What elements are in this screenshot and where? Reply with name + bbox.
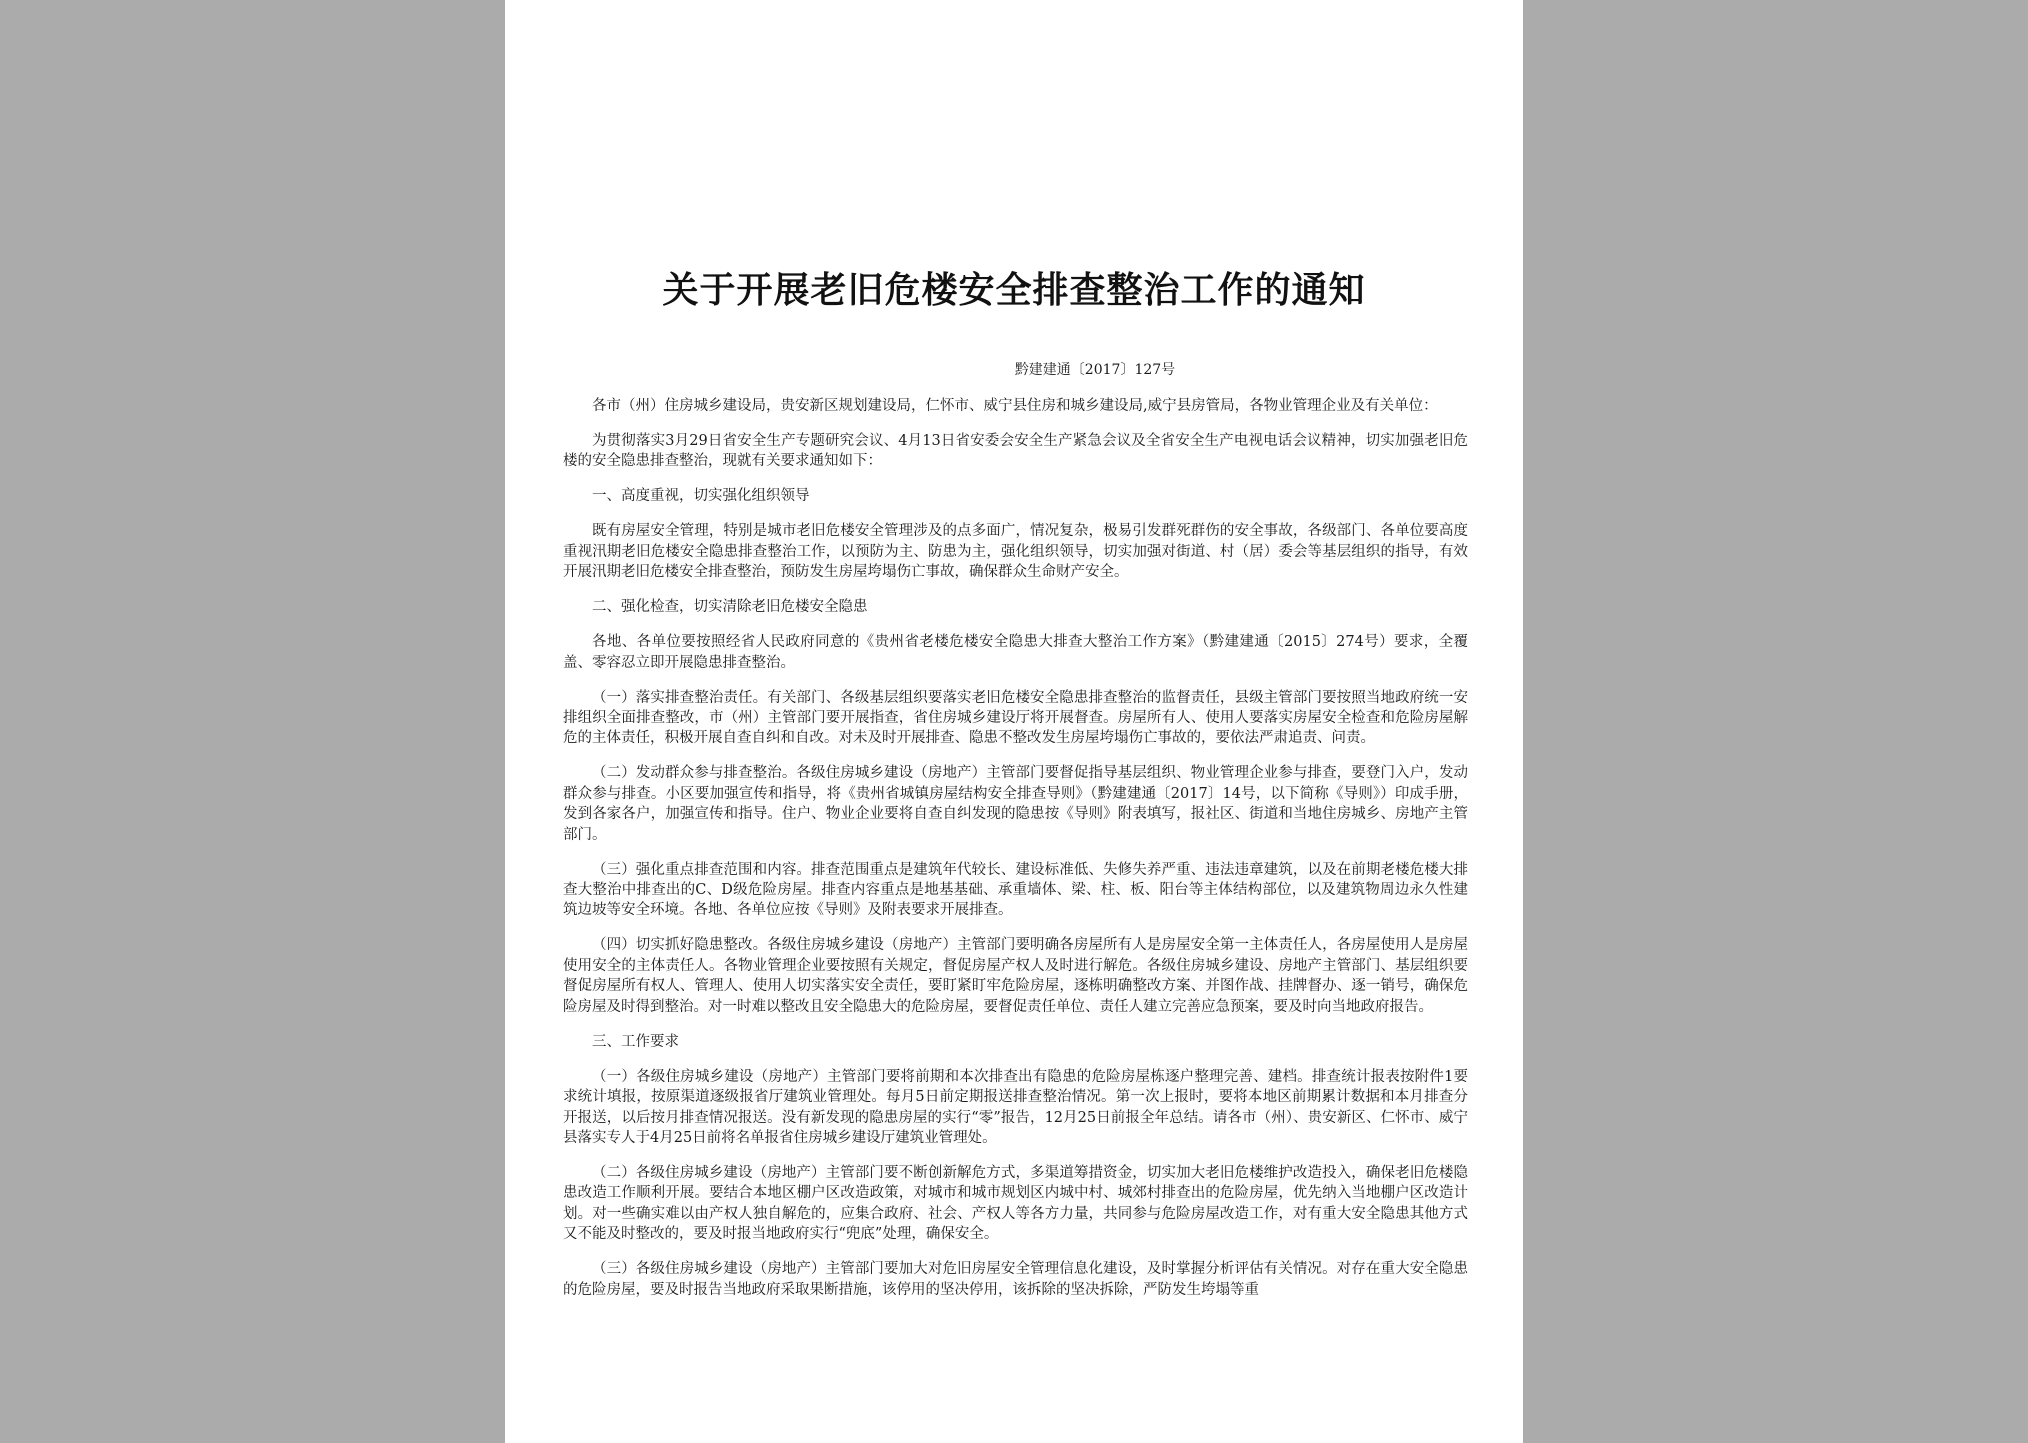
body-paragraph: （二）发动群众参与排查整治。各级住房城乡建设（房地产）主管部门要督促指导基层组织、物业管理企业参与排查，要登门入户，发动群众参与排查。小区要加强宣传和指导，将《贵州省城镇房屋结构安全排查导则》（黔建建通〔2017〕14号，以下简称《导则》）印成手册，发到各家各户，加强宣传和指导。住户、物业企业要将自查自纠发现的隐患按《导则》附表填写，报社区、街道和当地住房城乡、房地产主管部门。 [563,765,1468,843]
body-paragraph: （三）强化重点排查范围和内容。排查范围重点是建筑年代较长、建设标准低、失修失养严重、违法违章建筑，以及在前期老楼危楼大排查大整治中排查出的C、D级危险房屋。排查内容重点是地基基础、承重墙体、梁、柱、板、阳台等主体结构部位，以及建筑物周边永久性建筑边坡等安全环境。各地、各单位应按《导则》及附表要求开展排查。 [563,861,1468,919]
section-heading: 二、强化检查，切实清除老旧危楼安全隐患 [592,599,868,616]
document-title: 关于开展老旧危楼安全排查整治工作的通知 [662,269,1366,311]
section-heading: 一、高度重视，切实强化组织领导 [592,488,810,505]
body-paragraph: （一）落实排查整治责任。有关部门、各级基层组织要落实老旧危楼安全隐患排查整治的监督责任，县级主管部门要按照当地政府统一安排组织全面排查整改，市（州）主管部门要开展指查，省住房城乡建设厅将开展督查。房屋所有人、使用人要落实房屋安全检查和危险房屋解危的主体责任，积极开展自查自纠和自改。对未及时开展排查、隐患不整改发生房屋垮塌伤亡事故的，要依法严肃追责、问责。 [563,689,1468,747]
document-number: 黔建建通〔2017〕127号 [1014,362,1176,378]
body-paragraph: （三）各级住房城乡建设（房地产）主管部门要加大对危旧房屋安全管理信息化建设，及时掌握分析评估有关情况。对存在重大安全隐患的危险房屋，要及时报告当地政府采取果断措施，该停用的坚决停用，该拆除的坚决拆除，严防发生垮塌等重 [563,1261,1468,1298]
body-paragraph: 既有房屋安全管理，特别是城市老旧危楼安全管理涉及的点多面广，情况复杂，极易引发群死群伤的安全事故，各级部门、各单位要高度重视汛期老旧危楼安全隐患排查整治工作，以预防为主、防患为主，强化组织领导，切实加强对街道、村（居）委会等基层组织的指导，有效开展汛期老旧危楼安全排查整治，预防发生房屋垮塌伤亡事故，确保群众生命财产安全。 [563,523,1468,581]
body-paragraph: （一）各级住房城乡建设（房地产）主管部门要将前期和本次排查出有隐患的危险房屋栋逐户整理完善、建档。排查统计报表按附件1要求统计填报，按原渠道逐级报省厅建筑业管理处。每月5日前定期报送排查整治情况。第一次上报时，要将本地区前期累计数据和本月排查分开报送，以后按月排查情况报送。没有新发现的隐患房屋的实行“零”报告，12月25日前报全年总结。请各市（州）、贵安新区、仁怀市、威宁县落实专人于4月25日前将名单报省住房城乡建设厅建筑业管理处。 [563,1068,1468,1146]
body-paragraph: 各地、各单位要按照经省人民政府同意的《贵州省老楼危楼安全隐患大排查大整治工作方案》（黔建建通〔2015〕274号）要求，全覆盖、零容忍立即开展隐患排查整治。 [563,634,1468,671]
document-page [505,0,1523,1443]
body-paragraph: 为贯彻落实3月29日省安全生产专题研究会议、4月13日省安委会安全生产紧急会议及全省安全生产电视电话会议精神，切实加强老旧危楼的安全隐患排查整治，现就有关要求通知如下： [563,433,1468,470]
document-body [563,396,1468,1315]
body-paragraph: （二）各级住房城乡建设（房地产）主管部门要不断创新解危方式，多渠道筹措资金，切实加大老旧危楼维护改造投入，确保老旧危楼隐患改造工作顺利开展。要结合本地区棚户区改造政策，对城市和城市规划区内城中村、城郊村排查出的危险房屋，优先纳入当地棚户区改造计划。对一些确实难以由产权人独自解危的，应集合政府、社会、产权人等各方力量，共同参与危险房屋改造工作，对有重大安全隐患其他方式又不能及时整改的，要及时报当地政府实行“兜底”处理，确保安全。 [563,1164,1468,1243]
body-paragraph: 各市（州）住房城乡建设局，贵安新区规划建设局，仁怀市、威宁县住房和城乡建设局,威宁县房管局，各物业管理企业及有关单位： [592,398,1438,414]
section-heading: 三、工作要求 [592,1033,679,1050]
body-paragraph: （四）切实抓好隐患整改。各级住房城乡建设（房地产）主管部门要明确各房屋所有人是房屋安全第一主体责任人，各房屋使用人是房屋使用安全的主体责任人。各物业管理企业要按照有关规定，督促房屋产权人及时进行解危。各级住房城乡建设、房地产主管部门、基层组织要督促房屋所有权人、管理人、使用人切实落实安全责任，要盯紧盯牢危险房屋，逐栋明确整改方案、并图作战、挂牌督办、逐一销号，确保危险房屋及时得到整治。对一时难以整改且安全隐患大的危险房屋，要督促责任单位、责任人建立完善应急预案，要及时向当地政府报告。 [563,937,1468,1015]
